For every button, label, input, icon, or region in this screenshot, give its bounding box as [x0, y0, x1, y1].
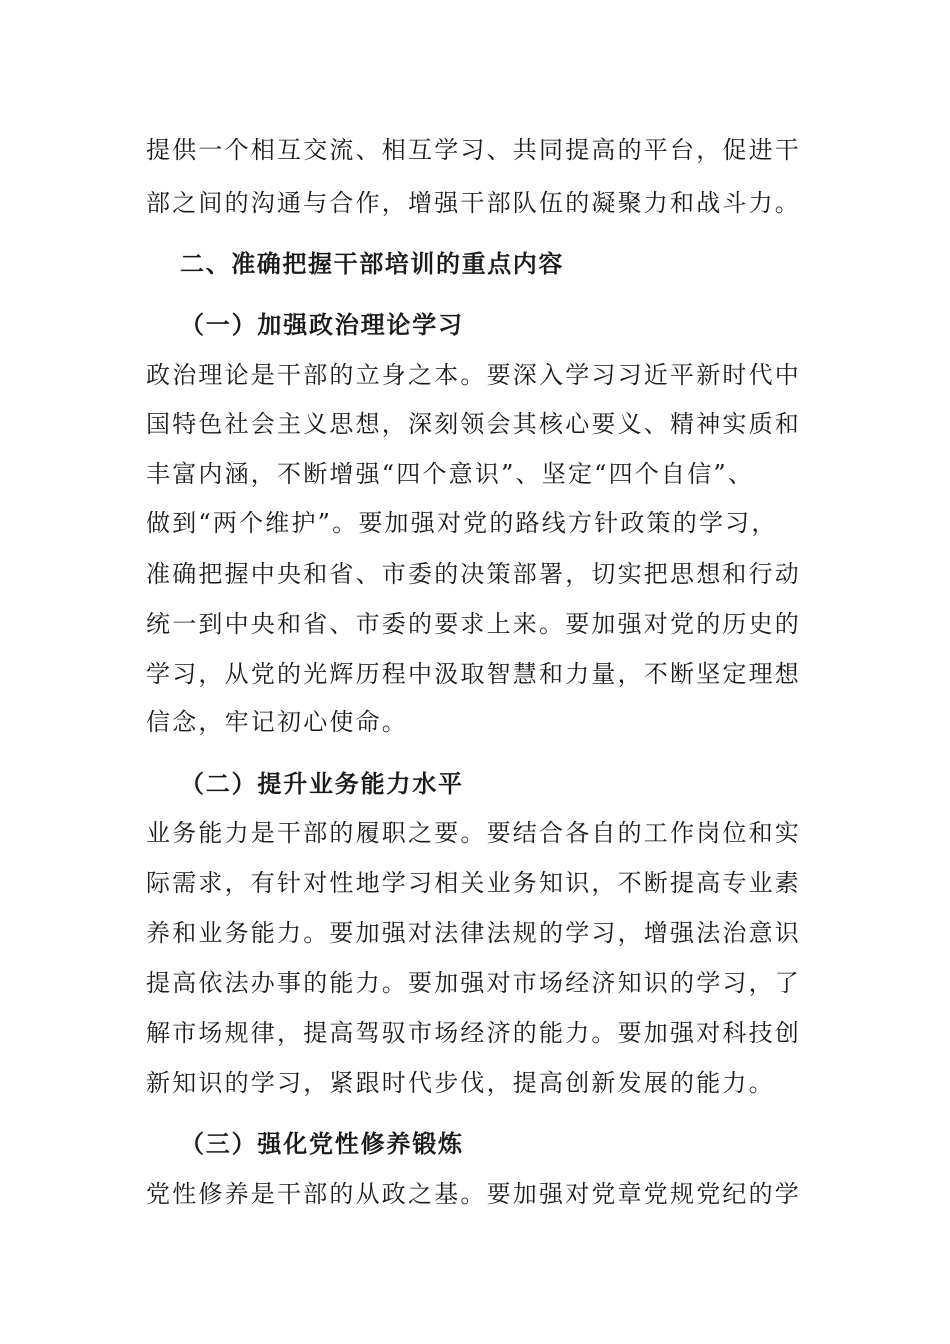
paragraph-line: 国特色社会主义思想，深刻领会其核心要义、精神实质和: [146, 410, 801, 438]
subsection-heading: （二）提升业务能力水平: [180, 770, 464, 798]
paragraph-line: 信念，牢记初心使命。: [146, 708, 408, 736]
paragraph-line: 部之间的沟通与合作，增强干部队伍的凝聚力和战斗力。: [146, 189, 801, 217]
paragraph-line: 提高依法办事的能力。要加强对市场经济知识的学习，了: [146, 969, 801, 997]
paragraph-line: 准确把握中央和省、市委的决策部署，切实把思想和行动: [146, 560, 801, 588]
paragraph-line: 解市场规律，提高驾驭市场经济的能力。要加强对科技创: [146, 1019, 801, 1047]
paragraph-line: 统一到中央和省、市委的要求上来。要加强对党的历史的: [146, 610, 801, 638]
subsection-heading: （一）加强政治理论学习: [180, 311, 464, 339]
subsection-heading: （三）强化党性修养锻炼: [180, 1130, 464, 1158]
paragraph-line: 提供一个相互交流、相互学习、共同提高的平台，促进干: [146, 136, 801, 164]
paragraph-line: 做到“两个维护”。要加强对党的路线方针政策的学习，: [146, 509, 778, 537]
paragraph-line: 养和业务能力。要加强对法律法规的学习，增强法治意识: [146, 919, 801, 947]
paragraph-line: 学习，从党的光辉历程中汲取智慧和力量，不断坚定理想: [146, 660, 801, 688]
paragraph-line: 政治理论是干部的立身之本。要深入学习习近平新时代中: [146, 361, 801, 389]
paragraph-line: 党性修养是干部的从政之基。要加强对党章党规党纪的学: [146, 1180, 801, 1208]
paragraph-line: 丰富内涵，不断增强“四个意识”、坚定“四个自信”、: [146, 460, 755, 488]
paragraph-line: 新知识的学习，紧跟时代步伐，提高创新发展的能力。: [146, 1069, 775, 1097]
paragraph-line: 际需求，有针对性地学习相关业务知识，不断提高专业素: [146, 869, 801, 897]
section-heading: 二、准确把握干部培训的重点内容: [180, 250, 564, 278]
paragraph-line: 业务能力是干部的履职之要。要结合各自的工作岗位和实: [146, 819, 801, 847]
